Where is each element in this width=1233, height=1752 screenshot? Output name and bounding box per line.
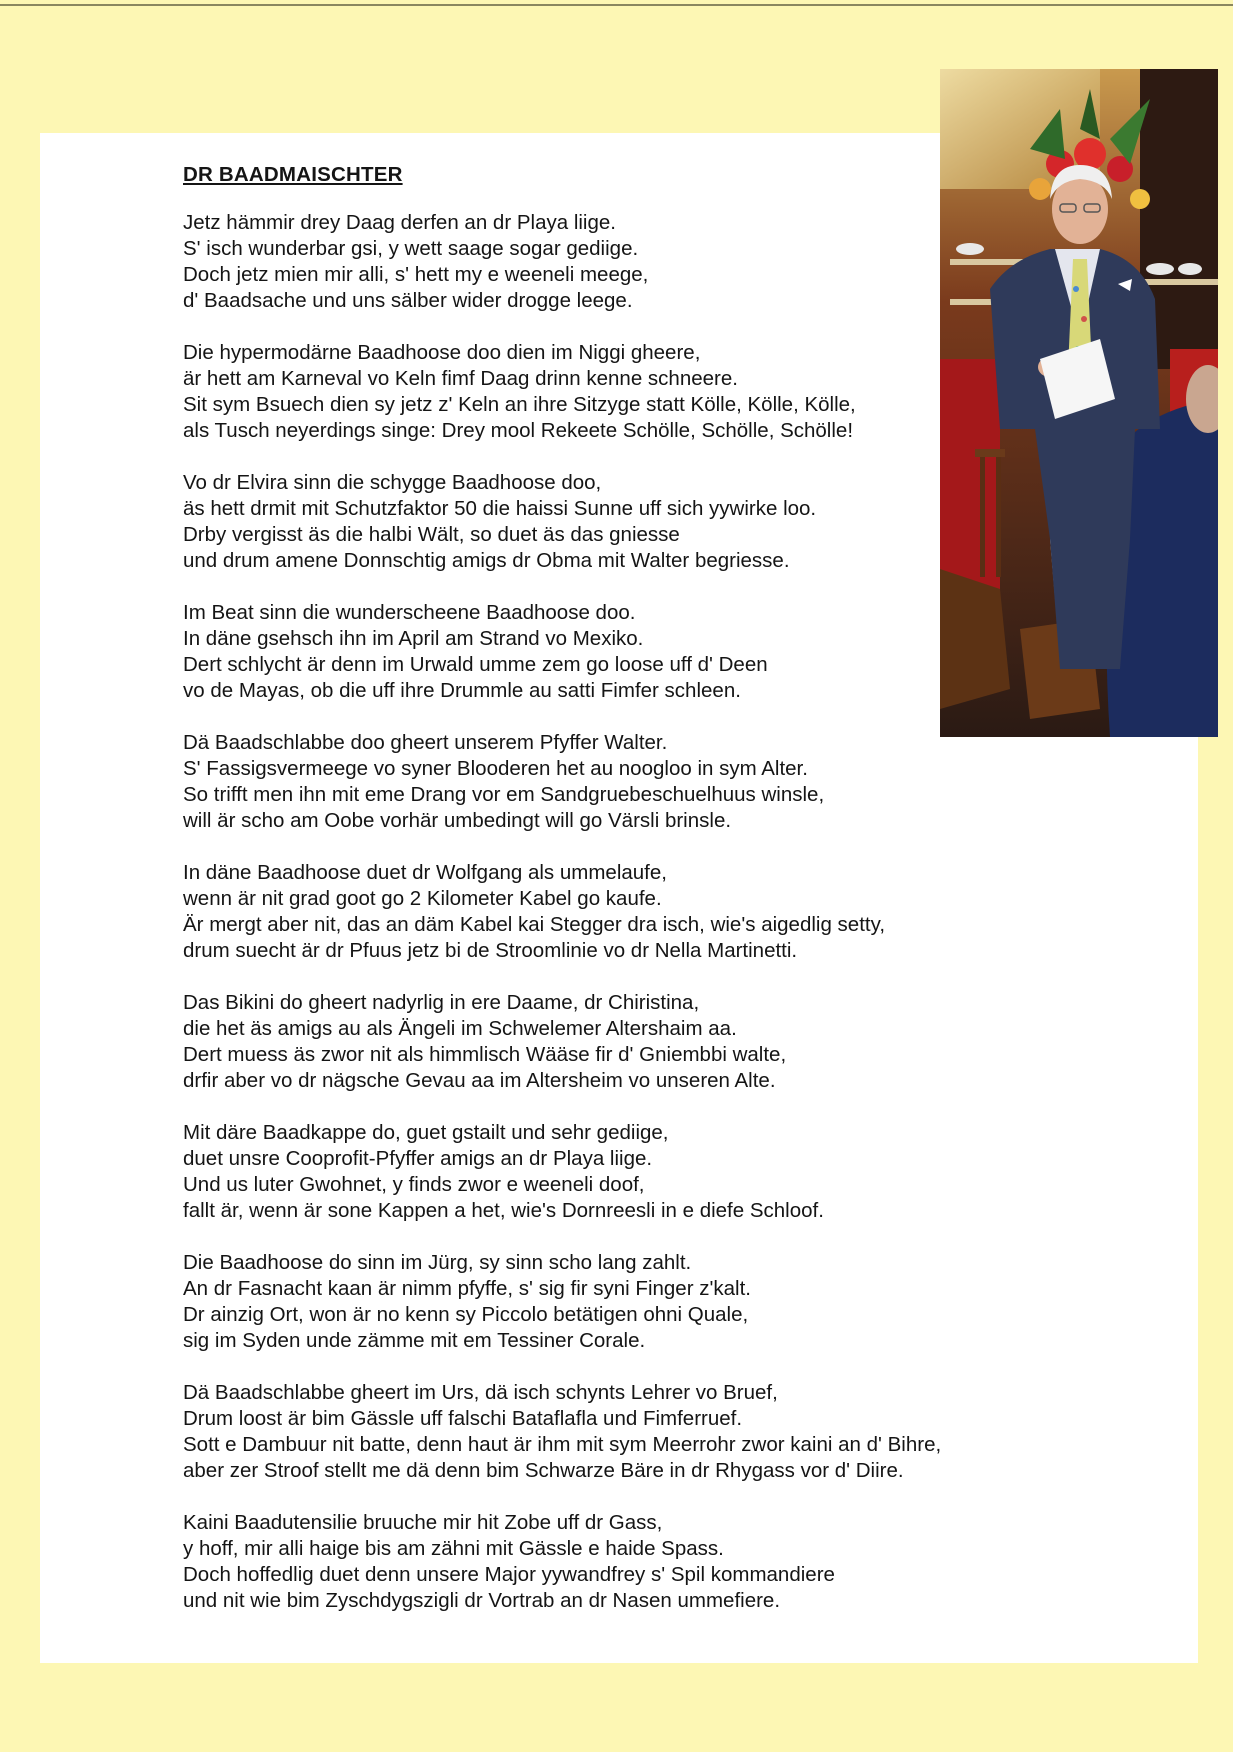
poem-line: duet unsre Cooprofit-Pfyffer amigs an dr Playa liige. xyxy=(183,1147,653,1170)
poem-line: Mit däre Baadkappe do, guet gstailt und sehr gediige, xyxy=(183,1121,669,1144)
poem-line: Drby vergisst äs die halbi Wält, so duet äs das gniesse xyxy=(183,523,680,546)
poem-line: Doch jetz mien mir alli, s' hett my e weeneli meege, xyxy=(183,263,649,286)
poem-line: Vo dr Elvira sinn die schygge Baadhoose doo, xyxy=(183,471,602,494)
stanza xyxy=(183,340,1193,444)
poem-line: drum suecht är dr Pfuus jetz bi de Stroomlinie vo dr Nella Martinetti. xyxy=(183,939,798,962)
poem-line: und nit wie bim Zyschdygszigli dr Vortrab an dr Nasen ummefiere. xyxy=(183,1589,781,1612)
stanza xyxy=(183,1510,1193,1614)
stanza xyxy=(183,990,1193,1094)
poem-line: Dert muess äs zwor nit als himmlisch Wääse fir d' Gniembbi walte, xyxy=(183,1043,787,1066)
stanza xyxy=(183,860,1193,964)
poem-line: vo de Mayas, ob die uff ihre Drummle au satti Fimfer schleen. xyxy=(183,679,741,702)
poem-line: Dä Baadschlabbe gheert im Urs, dä isch schynts Lehrer vo Bruef, xyxy=(183,1381,778,1404)
poem-line: Drum loost är bim Gässle uff falschi Bataflafla und Fimferruef. xyxy=(183,1407,743,1430)
stanza xyxy=(183,730,1193,834)
poem-line: An dr Fasnacht kaan är nimm pfyffe, s' sig fir syni Finger z'kalt. xyxy=(183,1277,751,1300)
poem-line: Kaini Baadutensilie bruuche mir hit Zobe uff dr Gass, xyxy=(183,1511,663,1534)
poem-line: In däne Baadhoose duet dr Wolfgang als ummelaufe, xyxy=(183,861,667,884)
poem-line: Doch hoffedlig duet denn unsere Major yywandfrey s' Spil kommandiere xyxy=(183,1563,835,1586)
poem-line: Sit sym Bsuech dien sy jetz z' Keln an ihre Sitzyge statt Kölle, Kölle, Kölle, xyxy=(183,393,856,416)
poem-line: y hoff, mir alli haige bis am zähni mit Gässle e haide Spass. xyxy=(183,1537,724,1560)
poem-line: aber zer Stroof stellt me dä denn bim Schwarze Bäre in dr Rhygass vor d' Diire. xyxy=(183,1459,904,1482)
poem-line: Im Beat sinn die wunderscheene Baadhoose doo. xyxy=(183,601,636,624)
poem-title: DR BAADMAISCHTER xyxy=(183,163,403,186)
poem-line: Die hypermodärne Baadhoose doo dien im Niggi gheere, xyxy=(183,341,701,364)
poem-line: Dr ainzig Ort, won är no kenn sy Piccolo betätigen ohni Quale, xyxy=(183,1303,749,1326)
stanza xyxy=(183,470,1193,574)
poem-line: fallt är, wenn är sone Kappen a het, wie's Dornreesli in e diefe Schloof. xyxy=(183,1199,824,1222)
poem-line: Dä Baadschlabbe doo gheert unserem Pfyffer Walter. xyxy=(183,731,668,754)
poem-line: Jetz hämmir drey Daag derfen an dr Playa liige. xyxy=(183,211,616,234)
poem-line: Und us luter Gwohnet, y finds zwor e weeneli doof, xyxy=(183,1173,645,1196)
poem-line: und drum amene Donnschtig amigs dr Obma mit Walter begriesse. xyxy=(183,549,790,572)
poem-line: Das Bikini do gheert nadyrlig in ere Daame, dr Chiristina, xyxy=(183,991,700,1014)
stanza xyxy=(183,1250,1193,1354)
poem-line: die het äs amigs au als Ängeli im Schwelemer Altershaim aa. xyxy=(183,1017,737,1040)
stanza xyxy=(183,600,1193,704)
poem-line: In däne gsehsch ihn im April am Strand vo Mexiko. xyxy=(183,627,644,650)
top-edge-line xyxy=(0,4,1233,6)
poem-line: Dert schlycht är denn im Urwald umme zem go loose uff d' Deen xyxy=(183,653,768,676)
poem-line: will är scho am Oobe vorhär umbedingt will go Värsli brinsle. xyxy=(183,809,732,832)
stanza xyxy=(183,1380,1193,1484)
poem-line: sig im Syden unde zämme mit em Tessiner Corale. xyxy=(183,1329,646,1352)
poem-line: als Tusch neyerdings singe: Drey mool Rekeete Schölle, Schölle, Schölle! xyxy=(183,419,854,442)
poem xyxy=(183,162,1193,1640)
poem-line: S' isch wunderbar gsi, y wett saage sogar gediige. xyxy=(183,237,639,260)
poem-line: Är mergt aber nit, das an däm Kabel kai Stegger dra isch, wie's aigedlig setty, xyxy=(183,913,886,936)
poem-line: är hett am Karneval vo Keln fimf Daag drinn kenne schneere. xyxy=(183,367,738,390)
poem-line: d' Baadsache und uns sälber wider drogge leege. xyxy=(183,289,633,312)
poem-line: drfir aber vo dr nägsche Gevau aa im Altersheim vo unseren Alte. xyxy=(183,1069,776,1092)
poem-line: So trifft men ihn mit eme Drang vor em Sandgruebeschuelhuus winsle, xyxy=(183,783,825,806)
poem-line: wenn är nit grad goot go 2 Kilometer Kabel go kaufe. xyxy=(183,887,662,910)
poem-line: S' Fassigsvermeege vo syner Blooderen het au noogloo in sym Alter. xyxy=(183,757,808,780)
poem-line: Die Baadhoose do sinn im Jürg, sy sinn scho lang zahlt. xyxy=(183,1251,692,1274)
stanza xyxy=(183,210,1193,314)
stanza xyxy=(183,1120,1193,1224)
poem-line: äs hett drmit mit Schutzfaktor 50 die haissi Sunne uff sich yywirke loo. xyxy=(183,497,817,520)
poem-line: Sott e Dambuur nit batte, denn haut är ihm mit sym Meerrohr zwor kaini an d' Bihre, xyxy=(183,1433,942,1456)
